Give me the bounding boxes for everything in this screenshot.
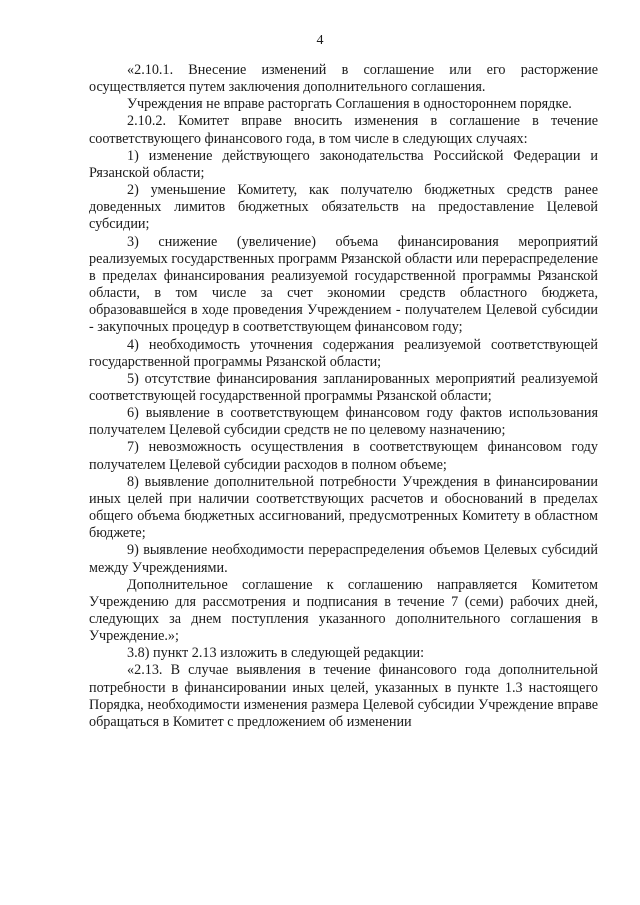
list-item-1: 1) изменение действующего законодательства Российской Федерации и Рязанской области; bbox=[89, 147, 598, 181]
paragraph-2-13: «2.13. В случае выявления в течение финансового года дополнительной потребности в финансировании иных целей, указанных в пункте 1.3 настоящего Порядка, необходимости изменения размера Целевой субсидии Учреждение вправе обращаться в Комитет с предложением об изменении bbox=[89, 662, 598, 730]
list-item-7: 7) невозможность осуществления в соответствующем финансовом году получателем Целевой субсидии расходов в полном объеме; bbox=[89, 439, 598, 473]
paragraph-additional-agreement: Дополнительное соглашение к соглашению направляется Комитетом Учреждению для рассмотрения и подписания в течение 7 (семи) рабочих дней, следующих за днем поступления указанного дополнительного соглашения в Учреждение.»; bbox=[89, 576, 598, 645]
paragraph-3-8: 3.8) пункт 2.13 изложить в следующей редакции: bbox=[127, 645, 425, 662]
list-item-6: 6) выявление в соответствующем финансовом году фактов использования получателем Целевой субсидии средств не по целевому назначению; bbox=[89, 405, 598, 439]
list-item-8: 8) выявление дополнительной потребности Учреждения в финансировании иных целей при наличии соответствующих расчетов и обоснований в пределах общего объема бюджетных ассигнований, предусмотренных Комитету в областном бюджете; bbox=[89, 473, 598, 542]
list-item-3: 3) снижение (увеличение) объема финансирования мероприятий реализуемых государственных программ Рязанской области или перераспределение в пределах финансирования реализуемой государственной программы Рязанской области, в том числе за счет экономии средств областного бюджета, образовавшейся в ходе проведения Учреждением - получателем Целевой субсидии - закупочных процедур в соответствующем финансовом году; bbox=[89, 233, 598, 336]
list-item-5: 5) отсутствие финансирования запланированных мероприятий реализуемой соответствующей государственной программы Рязанской области; bbox=[89, 370, 598, 404]
paragraph-2-10-2: 2.10.2. Комитет вправе вносить изменения в соглашение в течение соответствующего финансового года, в том числе в следующих случаях: bbox=[89, 113, 598, 147]
document-body bbox=[89, 62, 598, 731]
paragraph-no-unilateral-termination: Учреждения не вправе расторгать Соглашения в одностороннем порядке. bbox=[127, 96, 572, 113]
list-item-4: 4) необходимость уточнения содержания реализуемой соответствующей государственной программы Рязанской области; bbox=[89, 336, 598, 370]
list-item-2: 2) уменьшение Комитету, как получателю бюджетных средств ранее доведенных лимитов бюджетных обязательств на предоставление Целевой субсидии; bbox=[89, 182, 598, 233]
paragraph-2-10-1: «2.10.1. Внесение изменений в соглашение или его расторжение осуществляется путем заключения дополнительного соглашения. bbox=[89, 62, 598, 96]
page-number: 4 bbox=[316, 33, 324, 48]
list-item-9: 9) выявление необходимости перераспределения объемов Целевых субсидий между Учреждениями. bbox=[89, 542, 598, 576]
